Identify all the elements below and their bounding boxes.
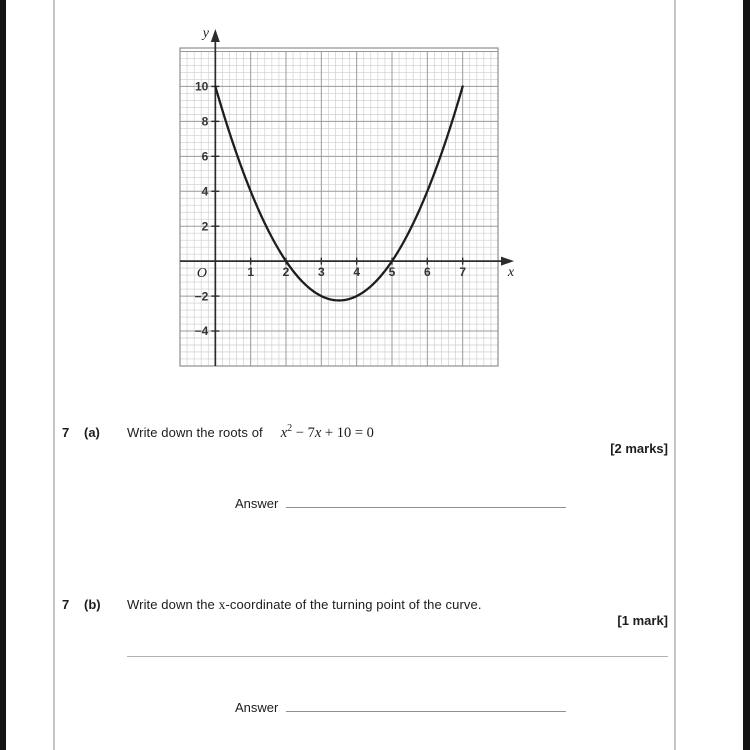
- x-tick-label: 4: [353, 265, 361, 280]
- question-prompt: [127, 597, 482, 613]
- screen-edge-left: [0, 0, 6, 750]
- question-part: (b): [84, 597, 101, 612]
- page-margin-rule-right: [674, 0, 676, 750]
- x-tick-label: 7: [459, 265, 467, 280]
- equation-exponent: 2: [287, 423, 293, 434]
- page-margin-rule-left: [53, 0, 55, 750]
- x-axis-letter: x: [507, 265, 515, 280]
- question-part: (a): [84, 424, 100, 440]
- question-7b: [62, 597, 482, 613]
- prompt-after: -coordinate of the turning point of the curve.: [225, 597, 482, 612]
- equation-x: x: [280, 424, 288, 441]
- answer-label: Answer: [235, 700, 279, 715]
- origin-label: O: [196, 266, 207, 281]
- y-tick-label: 8: [201, 114, 209, 129]
- equation: [281, 423, 374, 442]
- equation-x2: x: [314, 424, 322, 441]
- question-prompt: Write down the roots of: [127, 424, 263, 440]
- answer-label: Answer: [235, 496, 279, 511]
- question-number: 7: [62, 424, 70, 440]
- equation-mid: − 7: [292, 424, 315, 441]
- answer-blank-7b: [286, 697, 566, 712]
- y-axis-tick-labels: [195, 80, 209, 339]
- marks-7a: [2 marks]: [610, 441, 668, 456]
- grid-major-lines: [180, 51, 498, 365]
- grid-border: [180, 48, 498, 366]
- y-tick-label: 10: [194, 79, 209, 94]
- question-number: 7: [62, 597, 70, 612]
- prompt-before: Write down the: [127, 597, 219, 612]
- prompt-x-var: x: [218, 597, 226, 612]
- y-axis-letter: y: [202, 26, 209, 41]
- y-axis-arrow: [211, 29, 220, 42]
- question-7a: [62, 423, 374, 442]
- x-tick-label: 5: [388, 265, 396, 280]
- grid-minor-lines: [180, 51, 498, 365]
- quadratic-graph: [158, 18, 528, 378]
- y-tick-label: 4: [201, 184, 209, 199]
- x-tick-label: 1: [247, 265, 255, 280]
- marks-7b: [1 mark]: [617, 613, 668, 628]
- answer-blank-7a: [286, 493, 566, 508]
- x-tick-label: 6: [423, 265, 431, 280]
- answer-row-7a: [235, 493, 566, 511]
- y-tick-label: −2: [194, 289, 209, 304]
- x-tick-label: 3: [317, 265, 325, 280]
- y-tick-label: −4: [194, 324, 209, 339]
- x-tick-label: 2: [282, 265, 290, 280]
- x-axis-tick-labels: [247, 265, 466, 279]
- y-tick-label: 2: [201, 219, 209, 234]
- working-line-7b: [127, 656, 668, 657]
- axis-tick-marks: [211, 86, 462, 331]
- y-tick-label: 6: [201, 149, 209, 164]
- answer-row-7b: [235, 697, 566, 715]
- screen-edge-right: [743, 0, 750, 750]
- equation-tail: + 10 = 0: [321, 424, 374, 441]
